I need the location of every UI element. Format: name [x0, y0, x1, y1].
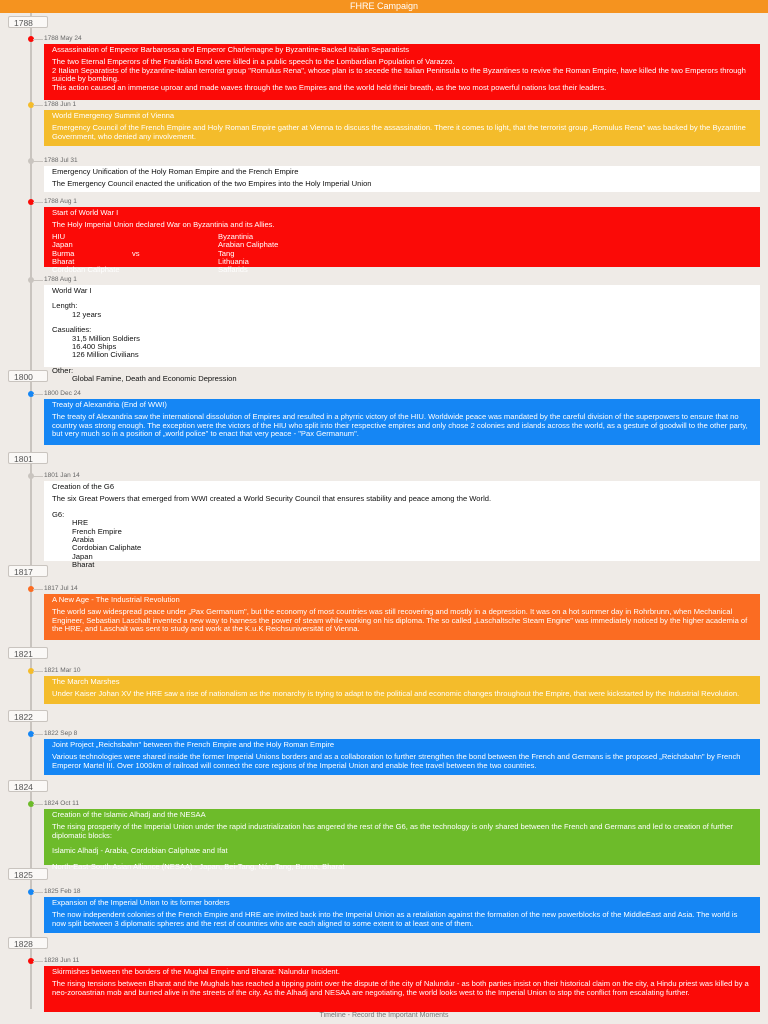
- entry-connector: [33, 804, 43, 805]
- entry-date: 1788 Aug 1: [44, 276, 77, 283]
- year-marker[interactable]: 1824: [8, 780, 48, 792]
- entry-date: 1800 Dec 24: [44, 390, 81, 397]
- entry-card[interactable]: [44, 207, 760, 275]
- entry-title: A New Age - The Industrial Revolution: [52, 595, 180, 604]
- entry-connector: [33, 280, 43, 281]
- entry-title: Assassination of Emperor Barbarossa and Emperor Charlemagne by Byzantine-Backed Italian Separatists: [52, 45, 410, 54]
- entry-card[interactable]: [44, 110, 760, 146]
- entry-title: Joint Project „Reichsbahn" between the French Empire and the Holy Roman Empire: [52, 740, 335, 749]
- entry-connector: [33, 105, 43, 106]
- other-label: Other:: [52, 365, 74, 375]
- entry-title: Emergency Unification of the Holy Roman Empire and the French Empire: [52, 167, 299, 176]
- app-title: FHRE Campaign: [349, 1, 419, 11]
- entry-date: 1788 Aug 1: [44, 198, 77, 205]
- entry-connector: [33, 734, 43, 735]
- entry-title: Creation of the G6: [52, 482, 115, 491]
- entry-card[interactable]: [44, 676, 760, 704]
- entry-title: Start of World War I: [52, 208, 119, 217]
- entry-card[interactable]: [44, 809, 760, 871]
- entry-card[interactable]: [44, 285, 760, 384]
- entry-date: 1788 May 24: [44, 35, 82, 42]
- belligerents-table: [52, 233, 752, 275]
- entry-card[interactable]: [44, 399, 760, 445]
- entry-date: 1822 Sep 8: [44, 730, 78, 737]
- entry-body: The now independent colonies of the French Empire and HRE are invited back into the Imperial Union as a retaliation against the formation of the new powerblocks of the MiddleEast and Asia. The world is now split between 3 diplomatic spheres and the rest of countries who are each aligned to some extent to at least one of them.: [52, 910, 738, 928]
- entry-connector: [33, 161, 43, 162]
- bloc-nesaa: North-East-South Asian Alliance (NESAA) - Japan, Bei-Tang, Nán-Tang, Burma, Bharat: [52, 861, 345, 871]
- footer-caption: Timeline - Record the Important Moments: [319, 1012, 449, 1019]
- length-label: Length:: [52, 301, 78, 311]
- entry-title: Treaty of Alexandria (End of WWI): [52, 400, 167, 409]
- bloc-alhadj: Islamic Alhadj - Arabia, Cordobian Caliphate and Ifat: [52, 846, 228, 856]
- entry-date: 1824 Oct 11: [44, 800, 79, 807]
- g6-list: HRE French Empire Arabia Cordobian Caliphate Japan Bharat: [72, 518, 142, 570]
- g6-label: G6:: [52, 509, 65, 519]
- entry-date: 1817 Jul 14: [44, 585, 78, 592]
- opposing-powers: Byzantinia Arabian Caliphate Tang Lithuania Saffarids: [218, 231, 279, 275]
- entry-card[interactable]: [44, 897, 760, 933]
- app-title-bar: [0, 0, 768, 13]
- entry-body: The Holy Imperial Union declared War on Byzantinia and its Allies.: [52, 220, 275, 230]
- year-marker[interactable]: 1821: [8, 647, 48, 659]
- year-marker[interactable]: 1817: [8, 565, 48, 577]
- entry-card[interactable]: [44, 966, 760, 1012]
- entry-connector: [33, 671, 43, 672]
- entry-body: Emergency Council of the French Empire and Holy Roman Empire gather at Vienna to discuss the assassination. There it comes to light, that the terrorist group „Romulus Rena" was backed by the Byzantine Government, who denied any involvement.: [52, 123, 746, 141]
- entry-body: Under Kaiser Johan XV the HRE saw a rise of nationalism as the monarchy is trying to adapt to the political and economic changes throughout the Empire, that were kickstarted by the Industrial Revolution.: [52, 689, 740, 699]
- entry-date: 1788 Jun 1: [44, 101, 77, 108]
- entry-connector: [33, 394, 43, 395]
- entry-body: Various technologies were shared inside the former Imperial Unions borders and as a collaboration to further strengthen the bond between the French and Germans is the proposed „Reichsbahn" by French Emperor Martel III. Over 1000km of railroad will connect the core regions of the Imperial Union and enable free travel between the two countries.: [52, 752, 741, 770]
- entry-body: The Emergency Council enacted the unification of the two Empires into the Holy Imperial Union: [52, 179, 372, 189]
- entry-body: The two Eternal Emperors of the Frankish Bond were killed in a public speech to the Lombardian Population of Varazzo. 2 Italian Separatists of the byzantine-italian terrorist group "Romulus Rena", whose plan is to secede the Italian Peninsula to the Byzantines to revive the Roman Empire, have killed the two Emperors through suicide by bombing. This action caused an immense uproar and made waves through the two Empires and the world held their breath, as the two most powerful nations lost their leaders.: [52, 57, 746, 92]
- entry-date: 1788 Jul 31: [44, 157, 78, 164]
- entry-title: Expansion of the Imperial Union to its former borders: [52, 898, 230, 907]
- year-marker[interactable]: 1801: [8, 452, 48, 464]
- timeline[interactable]: [0, 13, 768, 1009]
- year-marker[interactable]: 1828: [8, 937, 48, 949]
- year-marker[interactable]: 1788: [8, 16, 48, 28]
- length-value: 12 years: [72, 309, 102, 319]
- entry-body: The six Great Powers that emerged from WWI created a World Security Council that ensures stability and peace among the World.: [52, 494, 492, 504]
- year-marker[interactable]: 1800: [8, 370, 48, 382]
- entry-title: Skirmishes between the borders of the Mughal Empire and Bharat: Nalundur Incident.: [52, 967, 340, 976]
- entry-card[interactable]: [44, 481, 760, 570]
- casualties-list: 31,5 Million Soldiers 16.400 Ships 126 Million Civilians: [72, 333, 140, 360]
- entry-connector: [33, 202, 43, 203]
- casualties-label: Casualities:: [52, 325, 92, 335]
- entry-connector: [33, 476, 43, 477]
- entry-date: 1821 Mar 10: [44, 667, 81, 674]
- entry-connector: [33, 589, 43, 590]
- entry-body: The world saw widespread peace under „Pax Germanum", but the economy of most countries was still recovering and mostly in a depression. It was on a hot summer day in Rohrbrunn, when Mechanical Engineer, Sebastian Laschalt invented a new way to harness the power of steam while working on his diploma. The so called „Laschaltsche Steam Engine" was immediately noticed by the higher academia of the HRE, and Laschalt was sent to study and work at the K.u.K Reichsuniversität of Vienna.: [52, 607, 748, 634]
- year-marker[interactable]: 1822: [8, 710, 48, 722]
- entry-card[interactable]: [44, 44, 760, 100]
- entry-connector: [33, 39, 43, 40]
- entry-title: World War I: [52, 286, 92, 295]
- entry-card[interactable]: [44, 166, 760, 192]
- other-value: Global Famine, Death and Economic Depression: [72, 374, 237, 384]
- entry-title: Creation of the Islamic Alhadj and the NESAA: [52, 810, 206, 819]
- entry-date: 1801 Jan 14: [44, 472, 80, 479]
- entry-title: The March Marshes: [52, 677, 120, 686]
- versus-label: vs: [132, 248, 140, 258]
- entry-body: The treaty of Alexandria saw the international dissolution of Empires and resulted in a phyrric victory of the HIU. Worldwide peace was mandated by the careful division of the superpowers to ensure that no country was strong enough. The exception were the victors of the HIU who split into their respective empires and only chose 2 colonies and islands across the world, as a gesture of goodwill to the other party, but very much so in a position of „world police" to enact that very peace - "Pax Germanum".: [52, 412, 748, 439]
- entry-card[interactable]: [44, 739, 760, 775]
- entry-body: The rising prosperity of the Imperial Union under the rapid industrialization has angered the rest of the G6, as the technology is only shared between the French and Germans and led to creation of further diplomatic blocks:: [52, 822, 733, 840]
- entry-body: The rising tensions between Bharat and the Mughals has reached a tipping point over the dispute of the city of Nalundur - as both parties insist on their historical claim on the city, a Hindu priest was killed by a neo-zoroastrian mob and burned alive in the streets of the city. As the Alhadj and NESAA are negotiating, the world looks west to the Imperial Union to stop the conflict from escalating further.: [52, 979, 749, 997]
- year-marker[interactable]: 1825: [8, 868, 48, 880]
- entry-title: World Emergency Summit of Vienna: [52, 111, 175, 120]
- entry-connector: [33, 961, 43, 962]
- allied-powers: HIU Japan Burma Bharat Cordoban Caliphate: [52, 231, 120, 275]
- entry-connector: [33, 892, 43, 893]
- entry-date: 1828 Jun 11: [44, 957, 80, 964]
- entry-card[interactable]: [44, 594, 760, 640]
- entry-date: 1825 Feb 18: [44, 888, 81, 895]
